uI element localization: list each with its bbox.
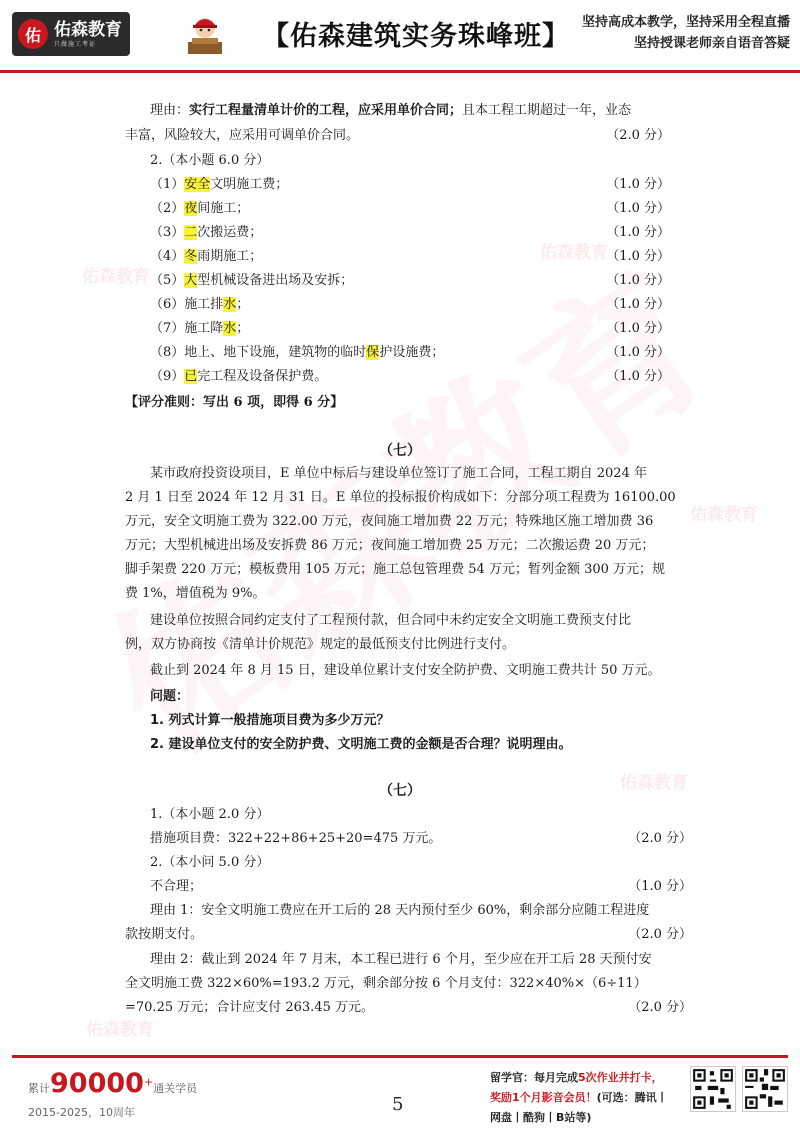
header-slogan [582, 12, 790, 54]
qr-code-icon[interactable] [742, 1066, 788, 1112]
list-item: （5）大型机械设备进出场及安拆； [150, 273, 354, 288]
case-paragraph-line: 费 1%，增值税为 9%。 [125, 586, 266, 601]
score-label: （1.0 分） [606, 369, 670, 384]
case-paragraph-line: 例，双方协商按《清单计价规范》规定的最低预支付比例进行支付。 [125, 637, 516, 652]
question-1: 1. 列式计算一般措施项目费为多少万元？ [150, 713, 390, 728]
score-label: （1.0 分） [606, 321, 670, 336]
promo-text: 留学官：每月完成5次作业并打卡， 奖励1个月影音会员！(可选：腾讯丨 网盘丨酷狗丨B站等) [490, 1071, 668, 1124]
score-label: （1.0 分） [606, 225, 670, 240]
score-label: （1.0 分） [628, 879, 692, 894]
list-item: （2）夜间施工； [150, 201, 250, 216]
page-header [0, 0, 800, 70]
slogan-line-1: 坚持高成本教学，坚持采用全程直播 [581, 15, 790, 30]
list-item: （3）二次搬运费； [150, 225, 263, 240]
logo-mark-icon: 佑 [18, 19, 48, 49]
slogan-line-2: 坚持授课老师亲自语音答疑 [633, 36, 790, 51]
header-title: 【佑森建筑实务珠峰班】 [262, 21, 570, 52]
case-paragraph-line: 建设单位按照合同约定支付了工程预付款，但合同中未约定安全文明施工费预支付比 [150, 613, 632, 628]
case-paragraph-line: 脚手架费 220 万元；模板费用 105 万元；施工总包管理费 54 万元；暂列金额 300 万元；规 [125, 562, 666, 577]
student-count-stat: 累计90000+通关学员 [28, 1068, 198, 1099]
reason-2-line: =70.25 万元；合计应支付 263.45 万元。 [125, 1000, 374, 1015]
score-label: （2.0 分） [628, 1000, 692, 1015]
list-item: （4）冬雨期施工； [150, 249, 263, 264]
reason-1-line: 款按期支付。 [125, 927, 204, 942]
answer-title: （七） [379, 783, 421, 799]
watermark: 佑森教育 [620, 773, 688, 793]
watermark: 佑森教育 [82, 267, 150, 287]
answer-2-heading: 2.（本小问 5.0 分） [150, 855, 270, 870]
footer-divider [12, 1055, 788, 1058]
q2-heading: 2.（本小题 6.0 分） [150, 153, 270, 168]
case-title: （七） [379, 443, 421, 459]
case-paragraph-line: 万元；大型机械进出场及安拆费 86 万元；夜间施工增加费 25 万元；二次搬运费 20 万元； [125, 538, 655, 553]
reason-2-line: 理由 2：截止到 2024 年 7 月末，本工程已进行 6 个月，至少应在开工后 28 天预付安 [150, 952, 652, 967]
case-paragraph-line: 万元，安全文明施工费为 322.00 万元，夜间施工增加费 22 万元；特殊地区施工增加费 36 [125, 514, 654, 529]
score-label: （2.0 分） [606, 128, 670, 143]
score-label: （1.0 分） [606, 273, 670, 288]
score-label: （1.0 分） [606, 297, 670, 312]
answer-1-line: 措施项目费：322+22+86+25+20=475 万元。 [150, 831, 442, 846]
case-paragraph-line: 截止到 2024 年 8 月 15 日，建设单位累计支付安全防护费、文明施工费共计 50 万元。 [150, 663, 661, 678]
score-label: （1.0 分） [606, 345, 670, 360]
student-count: 90000 [50, 1068, 144, 1099]
watermark: 佑森教育 [540, 243, 608, 263]
mascot-icon [180, 10, 230, 60]
reason-1-line: 理由 1：安全文明施工费应在开工后的 28 天内预付至少 60%，剩余部分应随工程进度 [150, 903, 650, 918]
watermark: 佑森教育 [86, 1020, 154, 1040]
score-label: （2.0 分） [628, 927, 692, 942]
watermark: 佑森教育 [690, 505, 758, 525]
scoring-rule: 【评分准则：写出 6 项，即得 6 分】 [125, 395, 344, 410]
intro-reason-line-2: 丰富，风险较大，应采用可调单价合同。 [125, 128, 360, 143]
header-divider [0, 70, 800, 73]
questions-label: 问题： [150, 689, 190, 704]
list-item: （6）施工排水； [150, 297, 250, 312]
anniversary-text: 2015-2025，10周年 [28, 1106, 135, 1119]
list-item: （8）地上、地下设施，建筑物的临时保护设施费； [150, 345, 445, 360]
score-label: （1.0 分） [606, 177, 670, 192]
logo [12, 12, 130, 56]
list-item: （9）已完工程及设备保护费。 [150, 369, 328, 384]
list-item: （7）施工降水； [150, 321, 250, 336]
intro-reason-emphasis: 实行工程量清单计价的工程，应采用单价合同； [189, 103, 463, 118]
score-label: （2.0 分） [628, 831, 692, 846]
page-number: 5 [392, 1094, 404, 1115]
qr-code-icon[interactable] [690, 1066, 736, 1112]
logo-text: 佑森教育 [54, 19, 122, 40]
question-2: 2. 建设单位支付的安全防护费、文明施工费的金额是否合理？说明理由。 [150, 737, 572, 752]
reason-2-line: 全文明施工费 322×60%=193.2 万元，剩余部分按 6 个月支付：322×40%×（6÷11） [125, 976, 647, 991]
score-label: （1.0 分） [606, 249, 670, 264]
list-item: （1）安全文明施工费； [150, 177, 289, 192]
intro-reason-line-1: 理由：实行工程量清单计价的工程，应采用单价合同；且本工程工期超过一年，业态 [150, 103, 632, 118]
answer-2-line: 不合理； [150, 879, 203, 894]
case-paragraph-line: 2 月 1 日至 2024 年 12 月 31 日。E 单位的投标报价构成如下：分部分项工程费为 16100.00 [125, 490, 676, 505]
case-paragraph-line: 某市政府投资设项目，E 单位中标后与建设单位签订了施工合同，工程工期自 2024 年 [150, 466, 647, 481]
answer-1-heading: 1.（本小题 2.0 分） [150, 807, 270, 822]
score-label: （1.0 分） [606, 201, 670, 216]
logo-subtext: 只做施工考证 [54, 40, 97, 48]
